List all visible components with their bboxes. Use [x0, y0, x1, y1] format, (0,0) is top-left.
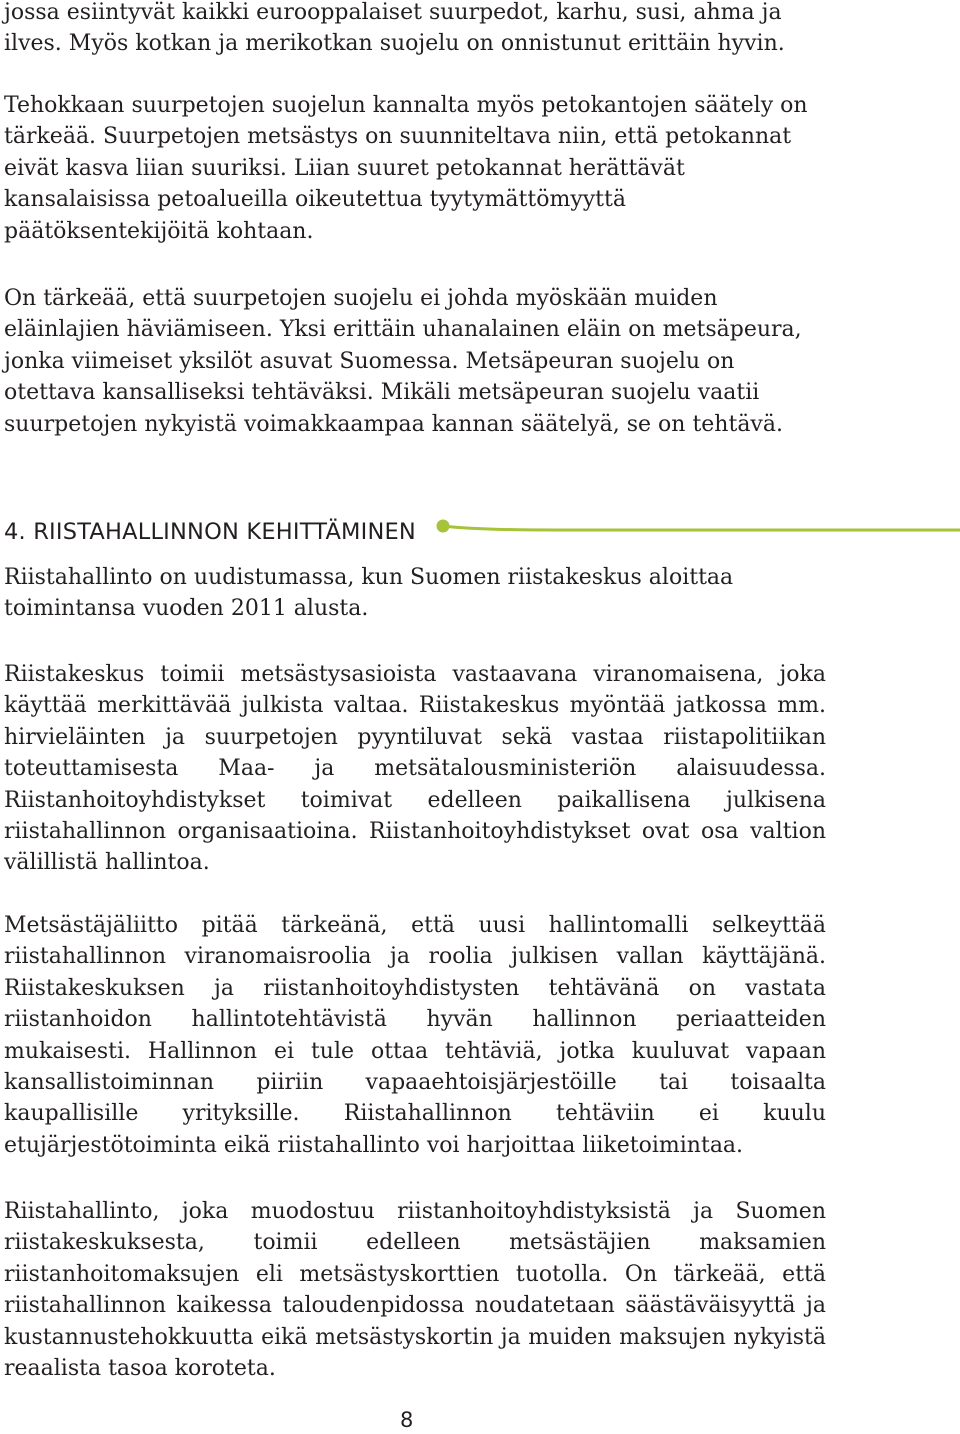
section-heading: 4. RIISTAHALLINNON KEHITTÄMINEN [4, 519, 416, 545]
section-heading-row [4, 514, 960, 550]
paragraph-population-control: Tehokkaan suurpetojen suojelun kannalta myös petokantojen säätely on tärkeää. Suurpetojen metsästys on suunniteltava niin, että petokannat eivät kasva liian suuriksi. Liian suuret petokannat herättävät kansalaisissa petoalueilla oikeutettua tyytymättömyyttä päätöksentekijöitä kohtaan. [4, 93, 808, 244]
paragraph-funding: Riistahallinto, joka muodostuu riistanhoitoyhdistyksistä ja Suomen riistakeskuksesta, toimii edelleen metsästäjien maksamien riistanhoitomaksujen eli metsästyskorttien tuotolla. On tärkeää, että riistahallinnon kaikessa taloudenpidossa noudatetaan säästäväisyyttä ja kustannustehokkuutta eikä metsästyskortin ja muiden maksujen nykyistä reaalista tasoa koroteta. [4, 1199, 826, 1382]
page-number: 8 [400, 1408, 414, 1432]
accent-curve-line [443, 526, 960, 530]
paragraph-reform-intro: Riistahallinto on uudistumassa, kun Suomen riistakeskus aloittaa toimintansa vuoden 2011 alusta. [4, 565, 734, 622]
paragraph-predator-species: jossa esiintyvät kaikki eurooppalaiset suurpedot, karhu, susi, ahma ja ilves. Myös kotkan ja merikotkan suojelu on onnistunut erittäin hyvin. [4, 0, 785, 57]
paragraph-wild-forest-reindeer: On tärkeää, että suurpetojen suojelu ei johda myöskään muiden eläinlajien häviämiseen. Yksi erittäin uhanalainen eläin on metsäpeura, jonka viimeiset yksilöt asuvat Suomessa. Metsäpeuran suojelu on otettava kansalliseksi tehtäväksi. Mikäli metsäpeuran suojelu vaatii suurpetojen nykyistä voimakkaampaa kannan säätelyä, se on tehtävä. [4, 286, 802, 437]
paragraph-game-centre-role: Riistakeskus toimii metsästysasioista vastaavana viranomaisena, joka käyttää merkittävää julkista valtaa. Riistakeskus myöntää jatkossa mm. hirvieläinten ja suurpetojen pyyntiluvat sekä vastaa riistapolitiikan toteuttamisesta Maa- ja metsätalousministeriön alaisuudessa. Riistanhoitoyhdistykset toimivat edelleen paikallisena julkisena riistahallinnon organisaatioina. Riistanhoitoyhdistykset ovat osa valtion välillistä hallintoa. [4, 662, 826, 876]
paragraph-federation-view: Metsästäjäliitto pitää tärkeänä, että uusi hallintomalli selkeyttää riistahallinnon viranomaisroolia ja roolia julkisen vallan käyttäjänä. Riistakeskuksen ja riistanhoitoyhdistysten tehtävänä on vastata riistanhoidon hallintotehtävistä hyvän hallinnon periaatteiden mukaisesti. Hallinnon ei tule ottaa tehtäviä, jotka kuuluvat vapaan kansallistoiminnan piiriin vapaaehtoisjärjestöille tai toisaalta kaupallisille yrityksille. Riistahallinnon tehtäviin ei kuulu etujärjestötoiminta eikä riistahallinto voi harjoittaa liiketoimintaa. [4, 913, 826, 1158]
heading-accent-line [436, 519, 960, 535]
